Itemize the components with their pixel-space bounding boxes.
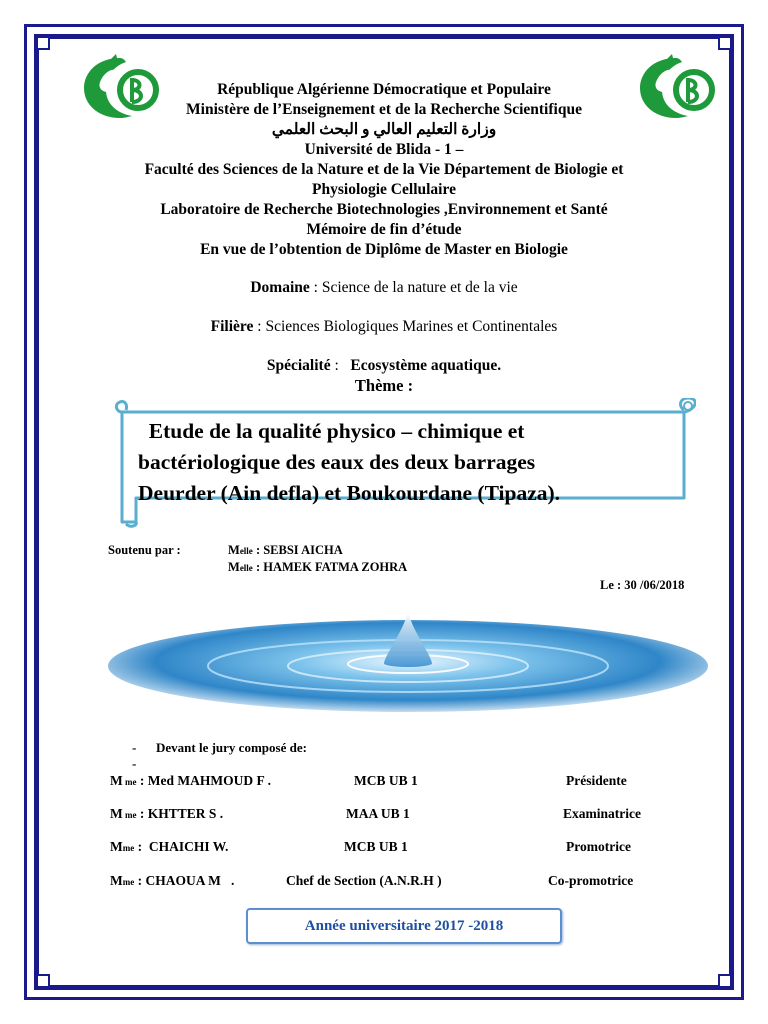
header-faculty: Faculté des Sciences de la Nature et de la Vie Département de Biologie et (144, 161, 624, 178)
filiere-label: Filière (210, 318, 254, 335)
jury-role-4: Co-promotrice (548, 873, 634, 888)
frame-corner (718, 974, 732, 988)
jury-name: CHAICHI W. (145, 839, 229, 854)
jury-name: KHTTER S . (147, 806, 224, 821)
domaine-label: Domaine (250, 279, 310, 296)
jury-role-1: Présidente (566, 773, 627, 788)
jury-sub: me (122, 843, 135, 853)
jury-prefix: M (110, 806, 123, 821)
specialite-sep: : (330, 357, 351, 374)
academic-year-box: Année universitaire 2017 -2018 (246, 908, 562, 944)
header-diploma: En vue de l’obtention de Diplôme de Master en Biologie (200, 241, 568, 258)
jury-sep: : (136, 806, 148, 821)
jury-prefix: M (110, 773, 123, 788)
filiere-line (60, 318, 708, 336)
header-ministry-arabic: وزارة التعليم العالي و البحث العلمي (271, 121, 497, 138)
defense-date: Le : 30 /06/2018 (600, 578, 685, 592)
student-1-prefix: M (228, 543, 240, 557)
specialite-label: Spécialité (266, 357, 331, 374)
theme-title (138, 416, 698, 509)
jury-member-4 (110, 873, 234, 889)
jury-role-2: Examinatrice (563, 806, 641, 821)
theme-line-1: Etude de la qualité physico – chimique et (138, 419, 525, 443)
header-faculty-cont: Physiologie Cellulaire (312, 181, 456, 198)
jury-dash-1: - (132, 740, 137, 755)
student-2-sub: elle (239, 563, 253, 573)
jury-member-3 (110, 839, 228, 855)
student-2 (228, 560, 407, 575)
theme-line-3: Deurder (Ain defla) et Boukourdane (Tipaza). (138, 481, 561, 505)
jury-sub: me (122, 810, 137, 820)
domaine-line (60, 279, 708, 297)
jury-sep: : (134, 873, 146, 888)
jury-prefix: M (110, 839, 123, 854)
soutenu-label: Soutenu par : (108, 543, 181, 557)
header-laboratory: Laboratoire de Recherche Biotechnologies ,Environnement et Santé (160, 201, 608, 218)
jury-grade-2: MAA UB 1 (346, 806, 410, 821)
header-ministry: Ministère de l’Enseignement et de la Recherche Scientifique (186, 101, 582, 118)
jury-sep: : (134, 839, 146, 854)
jury-name: CHAOUA M . (145, 873, 235, 888)
theme-line-2: bactériologique des eaux des deux barrages (138, 450, 536, 474)
jury-grade-3: MCB UB 1 (344, 839, 408, 854)
frame-corner (718, 36, 732, 50)
student-1-sub: elle (239, 546, 253, 556)
frame-corner (36, 974, 50, 988)
jury-member-1 (110, 773, 271, 789)
filiere-value: : Sciences Biologiques Marines et Continentales (253, 318, 558, 335)
jury-sub: me (122, 777, 137, 787)
jury-name: Med MAHMOUD F . (147, 773, 271, 788)
student-2-prefix: M (228, 560, 240, 574)
jury-sub: me (122, 877, 135, 887)
header-university: Université de Blida - 1 – (304, 141, 464, 158)
frame-corner (36, 36, 50, 50)
specialite-line (60, 357, 708, 375)
water-drop-image (108, 604, 708, 716)
jury-dash-2: - (132, 756, 137, 771)
jury-prefix: M (110, 873, 123, 888)
jury-sep: : (136, 773, 148, 788)
jury-intro: Devant le jury composé de: (156, 740, 307, 755)
student-1-name: : SEBSI AICHA (252, 543, 343, 557)
jury-grade-1: MCB UB 1 (354, 773, 418, 788)
header-republic: République Algérienne Démocratique et Populaire (217, 81, 551, 98)
jury-role-3: Promotrice (566, 839, 631, 854)
student-2-name: : HAMEK FATMA ZOHRA (252, 560, 408, 574)
theme-label: Thème : (354, 376, 414, 395)
domaine-value: : Science de la nature et de la vie (309, 279, 518, 296)
specialite-value: Ecosystème aquatique. (350, 357, 502, 374)
jury-grade-4: Chef de Section (A.N.R.H ) (286, 873, 442, 888)
jury-member-2 (110, 806, 223, 822)
header-memoire: Mémoire de fin d’étude (306, 221, 462, 238)
student-1 (228, 543, 343, 558)
